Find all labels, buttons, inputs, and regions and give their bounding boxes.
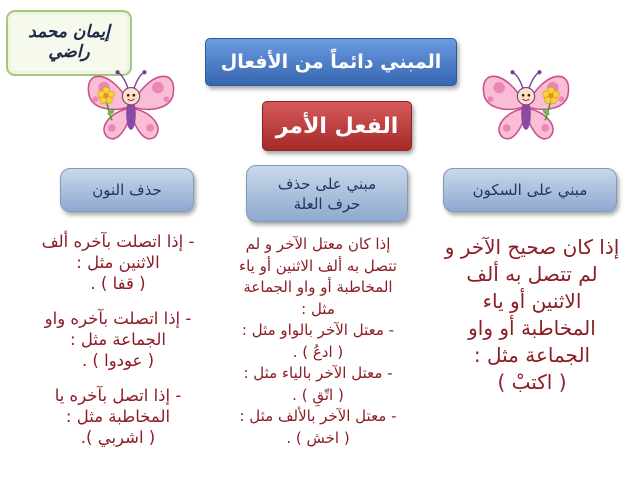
- rule-line: إذا كان معتل الآخر و لم: [245, 235, 391, 253]
- rule-line: المخاطبة مثل :: [65, 407, 171, 426]
- rule-line: - إذا اتصلت بآخره ألف: [41, 232, 195, 251]
- rule-line: مثل :: [301, 299, 335, 318]
- rule-line: - معتل الآخر بالواو مثل :: [241, 321, 395, 339]
- rule-column-illa: [220, 234, 416, 449]
- butterfly-wing: [499, 109, 525, 139]
- rule-line: - معتل الآخر بالياء مثل :: [243, 364, 393, 382]
- page-title: المبني دائماً من الأفعال: [220, 51, 442, 73]
- rule-line: - إذا اتصلت بآخره واو: [44, 309, 192, 328]
- category-label: مبني على السكون: [472, 181, 588, 199]
- category-box-sukun: [443, 168, 617, 212]
- page-subtitle: الفعل الأمر: [275, 113, 399, 139]
- example-line: ( ادعُ ) .: [292, 342, 344, 361]
- category-label: مبني على حذف: [277, 174, 377, 193]
- butterfly-face: [517, 88, 534, 105]
- logo-text: إيمان محمد راضي: [28, 22, 110, 62]
- example-line: ( قفا ) .: [90, 274, 146, 293]
- subtitle-banner: [262, 101, 412, 151]
- example-line: ( عودوا ) .: [81, 351, 155, 370]
- butterfly-antennae: [118, 72, 145, 88]
- butterfly-wing: [132, 109, 158, 139]
- rule-group: [12, 385, 224, 448]
- rule-line: المخاطبة أو واو: [468, 316, 596, 340]
- rule-line: - معتل الآخر بالألف مثل :: [239, 407, 397, 425]
- rule-column-nun: [12, 231, 224, 462]
- category-label: حذف النون: [92, 181, 162, 199]
- example-line: ( اخش ) .: [286, 428, 350, 447]
- rule-line: الجماعة مثل :: [473, 343, 591, 367]
- rule-group: [12, 308, 224, 371]
- category-box-nun: [60, 168, 194, 212]
- rule-line: لم تتصل به ألف: [466, 262, 598, 286]
- rule-line: الجماعة مثل :: [70, 330, 166, 349]
- butterfly-icon: [478, 60, 574, 144]
- rule-line: إذا كان صحيح الآخر و: [444, 235, 620, 259]
- butterfly-face: [122, 88, 139, 105]
- rule-group: [12, 231, 224, 294]
- category-box-illa: [246, 165, 408, 222]
- butterfly-antennae: [513, 72, 540, 88]
- example-line: ( اكتبْ ): [497, 370, 567, 394]
- example-line: ( اشربي ).: [80, 428, 156, 447]
- category-label: حرف العلة: [293, 194, 361, 213]
- rule-line: المخاطبة أو واو الجماعة: [243, 278, 393, 296]
- rule-line: تتصل به ألف الاثنين أو ياء: [239, 256, 397, 275]
- butterfly-icon: [83, 60, 179, 144]
- rule-line: الاثنين أو ياء: [482, 289, 582, 313]
- rule-line: الاثنين مثل :: [76, 253, 160, 272]
- example-line: ( اتّقِ ) .: [292, 385, 344, 404]
- rule-line: - إذا اتصل بآخره يا: [54, 386, 182, 405]
- rule-column-sukun: [432, 234, 632, 396]
- title-banner: [205, 38, 457, 86]
